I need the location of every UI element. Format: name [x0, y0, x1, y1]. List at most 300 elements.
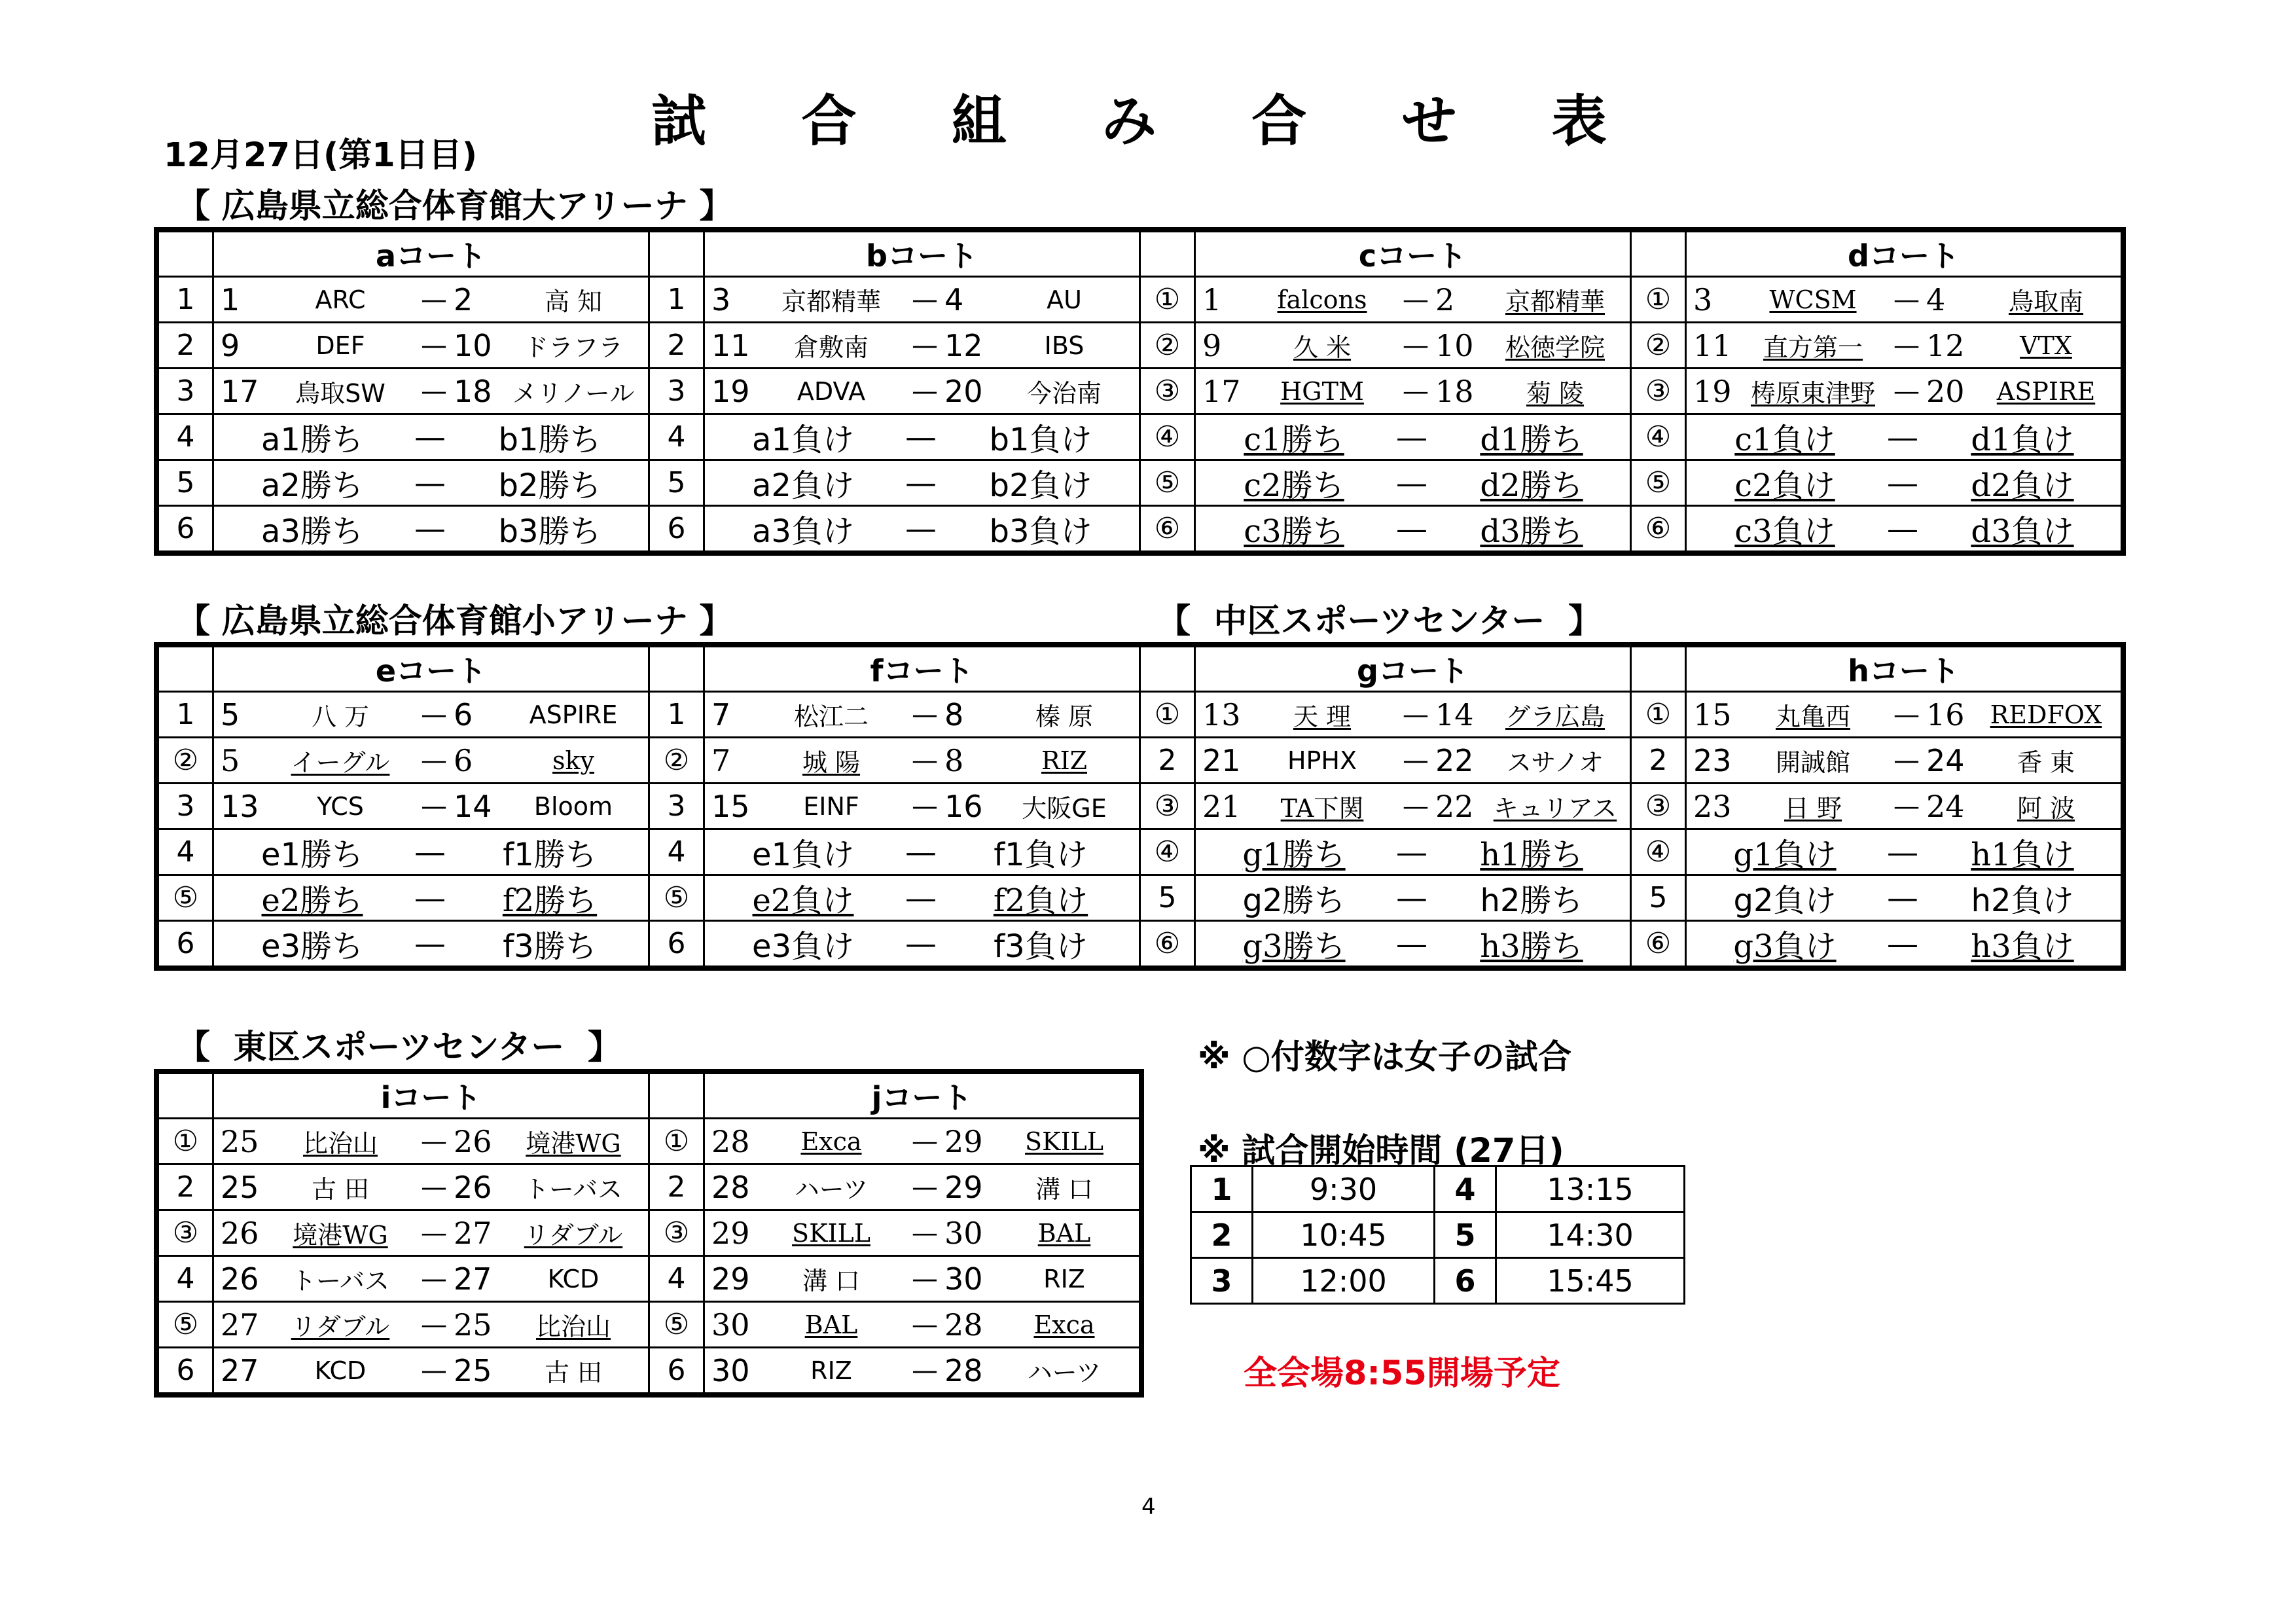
team-a-number: 27: [221, 1352, 259, 1388]
team-b: 古 田: [544, 1358, 603, 1387]
matchup: [213, 369, 649, 414]
match-number: ④: [1631, 414, 1686, 460]
vs-dash: —: [414, 464, 446, 501]
match-number: ⑤: [649, 875, 704, 921]
team-b-number: 26: [454, 1169, 492, 1205]
team-a-number: 5: [221, 742, 240, 778]
team-a: c1勝ち: [1244, 422, 1344, 458]
team-a-number: 13: [221, 788, 259, 824]
vs-dash: —: [1396, 510, 1427, 547]
team-a: WCSM: [1769, 285, 1857, 314]
venue-naka-sports-center: 【 中区スポーツセンター 】: [1157, 602, 1602, 641]
match-number: 6: [158, 506, 213, 552]
team-b: f3負け: [994, 928, 1088, 965]
team-b: トーバス: [524, 1175, 623, 1204]
court-name: eコート: [213, 647, 649, 692]
matchup: [704, 875, 1140, 921]
team-a-number: 9: [221, 327, 240, 363]
team-b-number: 6: [454, 696, 473, 732]
team-a: 直方第一: [1763, 333, 1863, 362]
match-number: 2: [158, 1164, 213, 1210]
vs-dash: —: [912, 284, 938, 315]
team-b: b3勝ち: [498, 513, 601, 550]
team-a: ADVA: [797, 376, 866, 406]
matchup: [213, 829, 649, 875]
match-number: 1: [649, 692, 704, 738]
team-b: b1負け: [989, 422, 1092, 458]
team-b-number: 18: [454, 373, 492, 409]
match-row: [158, 506, 2122, 552]
team-b: b2勝ち: [498, 467, 601, 504]
team-b: h3勝ち: [1480, 928, 1583, 965]
team-a: g1勝ち: [1242, 837, 1346, 873]
match-number: 6: [1435, 1258, 1496, 1304]
team-b: REDFOX: [1990, 700, 2102, 729]
vs-dash: —: [414, 925, 446, 962]
matchup: [704, 1164, 1140, 1210]
corner-cell: [1631, 647, 1686, 692]
matchup: [704, 277, 1140, 323]
team-a-number: 7: [711, 742, 731, 778]
match-number: 6: [649, 921, 704, 967]
team-a: g3負け: [1733, 928, 1837, 965]
match-row: [158, 784, 2122, 829]
match-number: 6: [649, 506, 704, 552]
match-number: 6: [649, 1348, 704, 1394]
team-a: 八 万: [311, 702, 370, 731]
team-b: d3勝ち: [1480, 513, 1583, 550]
court-name: dコート: [1686, 232, 2122, 277]
vs-dash: —: [1893, 699, 1920, 730]
team-b-number: 12: [944, 327, 983, 363]
match-number: ①: [1631, 277, 1686, 323]
team-a-number: 15: [1693, 696, 1732, 732]
match-number: 4: [1435, 1166, 1496, 1212]
team-b: 大阪GE: [1022, 794, 1107, 823]
vs-dash: —: [414, 418, 446, 456]
team-b: 高 知: [544, 287, 603, 316]
matchup: [1686, 369, 2122, 414]
team-b: sky: [552, 746, 594, 775]
team-a: Exca: [800, 1127, 862, 1156]
matchup: [1195, 277, 1631, 323]
matchup: [213, 277, 649, 323]
team-b: d3負け: [1971, 513, 2074, 550]
matchup: [213, 1119, 649, 1164]
match-number: 2: [158, 323, 213, 369]
team-a-number: 13: [1202, 696, 1241, 732]
team-b: 榛 原: [1035, 702, 1094, 731]
matchup: [1686, 784, 2122, 829]
team-a-number: 17: [1202, 373, 1241, 409]
team-b: Exca: [1033, 1310, 1095, 1339]
team-b-number: 8: [944, 742, 964, 778]
matchup: [1686, 460, 2122, 506]
matchup: [1686, 277, 2122, 323]
matchup: [1686, 829, 2122, 875]
team-b: Bloom: [533, 791, 613, 821]
match-number: ⑥: [1631, 506, 1686, 552]
team-a-number: 7: [711, 696, 731, 732]
vs-dash: —: [421, 791, 447, 821]
team-a: c3勝ち: [1244, 513, 1344, 550]
team-b-number: 30: [944, 1215, 983, 1251]
match-number: ⑥: [1140, 921, 1195, 967]
team-b-number: 25: [454, 1352, 492, 1388]
vs-dash: —: [1403, 745, 1429, 776]
team-b: f2勝ち: [502, 882, 598, 919]
team-b: h2勝ち: [1480, 882, 1583, 919]
team-a: a1勝ち: [261, 422, 363, 458]
match-number: ⑤: [1140, 460, 1195, 506]
team-b: d1勝ち: [1480, 422, 1583, 458]
matchup: [1195, 738, 1631, 784]
schedule-table-higashi: [157, 1072, 1141, 1394]
vs-dash: —: [421, 1126, 447, 1157]
match-number: 4: [158, 414, 213, 460]
team-b: リダブル: [524, 1221, 623, 1250]
team-a-number: 15: [711, 788, 750, 824]
match-number: 1: [158, 692, 213, 738]
match-number: ⑤: [649, 1302, 704, 1348]
match-row: [158, 323, 2122, 369]
court-name: cコート: [1195, 232, 1631, 277]
team-a: a3負け: [752, 513, 854, 550]
matchup: [704, 1256, 1140, 1302]
corner-cell: [158, 647, 213, 692]
match-number: 4: [158, 1256, 213, 1302]
matchup: [1195, 414, 1631, 460]
team-b: d1負け: [1971, 422, 2074, 458]
start-time: 9:30: [1253, 1166, 1435, 1212]
team-b-number: 18: [1435, 373, 1474, 409]
vs-dash: —: [421, 284, 447, 315]
matchup: [704, 921, 1140, 967]
court-header-row: [158, 232, 2122, 277]
team-a: RIZ: [810, 1356, 852, 1385]
team-b: b3負け: [989, 513, 1092, 550]
match-number: ①: [1631, 692, 1686, 738]
matchup: [704, 369, 1140, 414]
team-a: 境港WG: [293, 1221, 388, 1250]
matchup: [1195, 506, 1631, 552]
team-b-number: 28: [944, 1307, 983, 1343]
match-number: ⑥: [1140, 506, 1195, 552]
match-number: ①: [649, 1119, 704, 1164]
matchup: [704, 1119, 1140, 1164]
team-b: 京都精華: [1505, 287, 1605, 316]
vs-dash: —: [421, 1263, 447, 1294]
team-a: YCS: [317, 791, 364, 821]
vs-dash: —: [905, 510, 937, 547]
match-number: 3: [158, 369, 213, 414]
vs-dash: —: [1403, 699, 1429, 730]
matchup: [704, 460, 1140, 506]
team-a: a2負け: [752, 467, 854, 504]
team-b: ハーツ: [1027, 1358, 1102, 1387]
team-a: g2勝ち: [1242, 882, 1346, 919]
match-number: 1: [1191, 1166, 1253, 1212]
team-a: g3勝ち: [1242, 928, 1346, 965]
vs-dash: —: [905, 418, 937, 456]
match-number: 4: [649, 414, 704, 460]
match-number: 5: [1631, 875, 1686, 921]
matchup: [213, 1210, 649, 1256]
vs-dash: —: [421, 1355, 447, 1386]
team-a: HPHX: [1287, 746, 1357, 775]
team-a: 日 野: [1784, 794, 1842, 823]
matchup: [1195, 692, 1631, 738]
vs-dash: —: [1893, 376, 1920, 406]
team-a-number: 30: [711, 1307, 750, 1343]
team-a: KCD: [314, 1356, 367, 1385]
team-b: f3勝ち: [503, 928, 597, 965]
team-a: EINF: [803, 791, 859, 821]
time-row: [1191, 1258, 1685, 1304]
matchup: [1195, 323, 1631, 369]
team-a: e2勝ち: [261, 882, 363, 919]
match-row: [158, 921, 2122, 967]
match-number: ②: [1631, 323, 1686, 369]
vs-dash: —: [421, 699, 447, 730]
team-b: 菊 陵: [1526, 379, 1585, 408]
team-b-number: 29: [944, 1123, 983, 1159]
team-b: h2負け: [1971, 882, 2074, 919]
vs-dash: —: [1893, 284, 1920, 315]
team-a-number: 28: [711, 1123, 750, 1159]
match-number: ①: [1140, 692, 1195, 738]
note-start-times: ※ 試合開始時間 (27日): [1198, 1132, 1564, 1170]
team-b: スサノオ: [1506, 748, 1604, 777]
team-a: 比治山: [302, 1129, 378, 1158]
start-time: 10:45: [1253, 1212, 1435, 1258]
match-number: 3: [1191, 1258, 1253, 1304]
team-b: メリノール: [512, 379, 635, 408]
match-number: 2: [1631, 738, 1686, 784]
team-b: IBS: [1044, 331, 1085, 360]
match-number: ⑤: [158, 875, 213, 921]
court-name: aコート: [213, 232, 649, 277]
vs-dash: —: [1396, 464, 1427, 501]
team-b: ASPIRE: [1996, 376, 2096, 406]
court-name: gコート: [1195, 647, 1631, 692]
team-b-number: 2: [454, 281, 473, 317]
matchup: [704, 829, 1140, 875]
team-b-number: 22: [1435, 742, 1474, 778]
team-b-number: 24: [1926, 742, 1965, 778]
vs-dash: —: [1403, 791, 1429, 821]
team-b-number: 8: [944, 696, 964, 732]
team-a-number: 11: [711, 327, 750, 363]
team-b-number: 28: [944, 1352, 983, 1388]
vs-dash: —: [421, 745, 447, 776]
team-a: 松江二: [793, 702, 869, 731]
team-a-number: 5: [221, 696, 240, 732]
match-row: [158, 1348, 1140, 1394]
court-name: jコート: [704, 1074, 1140, 1119]
corner-cell: [649, 232, 704, 277]
matchup: [704, 414, 1140, 460]
match-number: ①: [158, 1119, 213, 1164]
team-b: h1負け: [1971, 837, 2074, 873]
team-a-number: 23: [1693, 788, 1732, 824]
team-b: RIZ: [1041, 746, 1088, 775]
team-a-number: 3: [711, 281, 731, 317]
match-row: [158, 369, 2122, 414]
vs-dash: —: [1893, 791, 1920, 821]
team-a: c3負け: [1734, 513, 1835, 550]
vs-dash: —: [905, 879, 937, 916]
team-a-number: 26: [221, 1215, 259, 1251]
match-number: 2: [1191, 1212, 1253, 1258]
matchup: [1195, 921, 1631, 967]
team-b: f1負け: [994, 837, 1088, 873]
start-time: 15:45: [1496, 1258, 1685, 1304]
team-a-number: 26: [221, 1261, 259, 1297]
vs-dash: —: [1887, 925, 1918, 962]
team-b: RIZ: [1043, 1264, 1085, 1293]
team-a: g2負け: [1733, 882, 1837, 919]
vs-dash: —: [421, 1309, 447, 1340]
team-a: c2勝ち: [1244, 467, 1344, 504]
match-number: ③: [1631, 784, 1686, 829]
matchup: [704, 692, 1140, 738]
matchup: [704, 1348, 1140, 1394]
team-a-number: 1: [1202, 281, 1222, 317]
match-row: [158, 460, 2122, 506]
match-row: [158, 1164, 1140, 1210]
team-a: 久 米: [1293, 333, 1352, 362]
match-number: ①: [1140, 277, 1195, 323]
team-a: HGTM: [1280, 376, 1364, 406]
matchup: [704, 506, 1140, 552]
team-a: falcons: [1277, 285, 1367, 314]
team-b-number: 26: [454, 1123, 492, 1159]
vs-dash: —: [414, 833, 446, 871]
vs-dash: —: [1396, 925, 1427, 962]
team-a-number: 29: [711, 1261, 750, 1297]
match-row: [158, 738, 2122, 784]
corner-cell: [158, 232, 213, 277]
matchup: [213, 460, 649, 506]
team-a: ハーツ: [794, 1175, 869, 1204]
match-row: [158, 1302, 1140, 1348]
team-a: トーバス: [291, 1267, 390, 1295]
matchup: [213, 875, 649, 921]
match-number: 1: [649, 277, 704, 323]
team-a: 天 理: [1293, 702, 1352, 731]
team-b: f1勝ち: [503, 837, 597, 873]
matchup: [213, 921, 649, 967]
team-a-number: 11: [1693, 327, 1732, 363]
team-b-number: 4: [1926, 281, 1946, 317]
match-row: [158, 829, 2122, 875]
team-b: VTX: [2020, 331, 2072, 360]
vs-dash: —: [905, 464, 937, 501]
matchup: [213, 323, 649, 369]
team-a: 鳥取SW: [295, 379, 386, 408]
match-number: 3: [649, 784, 704, 829]
team-b: AU: [1047, 285, 1082, 314]
team-b: 阿 波: [2017, 794, 2075, 823]
match-row: [158, 692, 2122, 738]
team-b: ASPIRE: [529, 700, 618, 729]
court-name: hコート: [1686, 647, 2122, 692]
vs-dash: —: [1893, 745, 1920, 776]
vs-dash: —: [1396, 418, 1427, 456]
team-b-number: 20: [944, 373, 983, 409]
team-a: a1負け: [752, 422, 854, 458]
matchup: [213, 1256, 649, 1302]
vs-dash: —: [912, 1263, 938, 1294]
team-a: 開誠館: [1775, 748, 1850, 777]
vs-dash: —: [414, 510, 446, 547]
team-a-number: 19: [1693, 373, 1732, 409]
start-time: 14:30: [1496, 1212, 1685, 1258]
corner-cell: [158, 1074, 213, 1119]
vs-dash: —: [1396, 879, 1427, 916]
vs-dash: —: [912, 1355, 938, 1386]
match-number: 5: [1435, 1212, 1496, 1258]
matchup: [213, 1164, 649, 1210]
start-time: 12:00: [1253, 1258, 1435, 1304]
matchup: [1686, 921, 2122, 967]
vs-dash: —: [1887, 464, 1918, 501]
match-number: 6: [158, 921, 213, 967]
schedule-table-small-arena-naka: [157, 645, 2123, 967]
team-a: a2勝ち: [261, 467, 363, 504]
page-title: 試 合 組 み 合 せ 表: [651, 89, 1645, 153]
team-b-number: 24: [1926, 788, 1965, 824]
matchup: [213, 738, 649, 784]
team-b-number: 16: [944, 788, 983, 824]
match-number: ②: [649, 738, 704, 784]
match-number: 4: [158, 829, 213, 875]
matchup: [704, 323, 1140, 369]
team-b: f2負け: [993, 882, 1088, 919]
team-a: 城 陽: [802, 748, 861, 777]
matchup: [1686, 738, 2122, 784]
match-row: [158, 414, 2122, 460]
matchup: [1195, 875, 1631, 921]
matchup: [1686, 875, 2122, 921]
team-a: リダブル: [291, 1312, 390, 1341]
match-number: ③: [1140, 369, 1195, 414]
team-a: 京都精華: [781, 287, 881, 316]
team-a: e3勝ち: [260, 928, 364, 965]
team-b: SKILL: [1025, 1127, 1103, 1156]
matchup: [213, 1348, 649, 1394]
team-b-number: 16: [1926, 696, 1965, 732]
team-a: e3負け: [751, 928, 855, 965]
match-number: ⑤: [158, 1302, 213, 1348]
match-number: 4: [649, 1256, 704, 1302]
team-a-number: 27: [221, 1307, 259, 1343]
team-b-number: 29: [944, 1169, 983, 1205]
vs-dash: —: [1403, 376, 1429, 406]
court-name: bコート: [704, 232, 1140, 277]
opening-time-note: 全会場8:55開場予定: [1244, 1354, 1560, 1393]
court-header-row: [158, 1074, 1140, 1119]
team-b: BAL: [1037, 1218, 1091, 1248]
team-b-number: 14: [1435, 696, 1474, 732]
vs-dash: —: [912, 1218, 938, 1248]
match-number: ⑥: [1631, 921, 1686, 967]
matchup: [1195, 460, 1631, 506]
time-row: [1191, 1212, 1685, 1258]
team-a: e1勝ち: [260, 837, 364, 873]
match-number: ②: [1140, 323, 1195, 369]
